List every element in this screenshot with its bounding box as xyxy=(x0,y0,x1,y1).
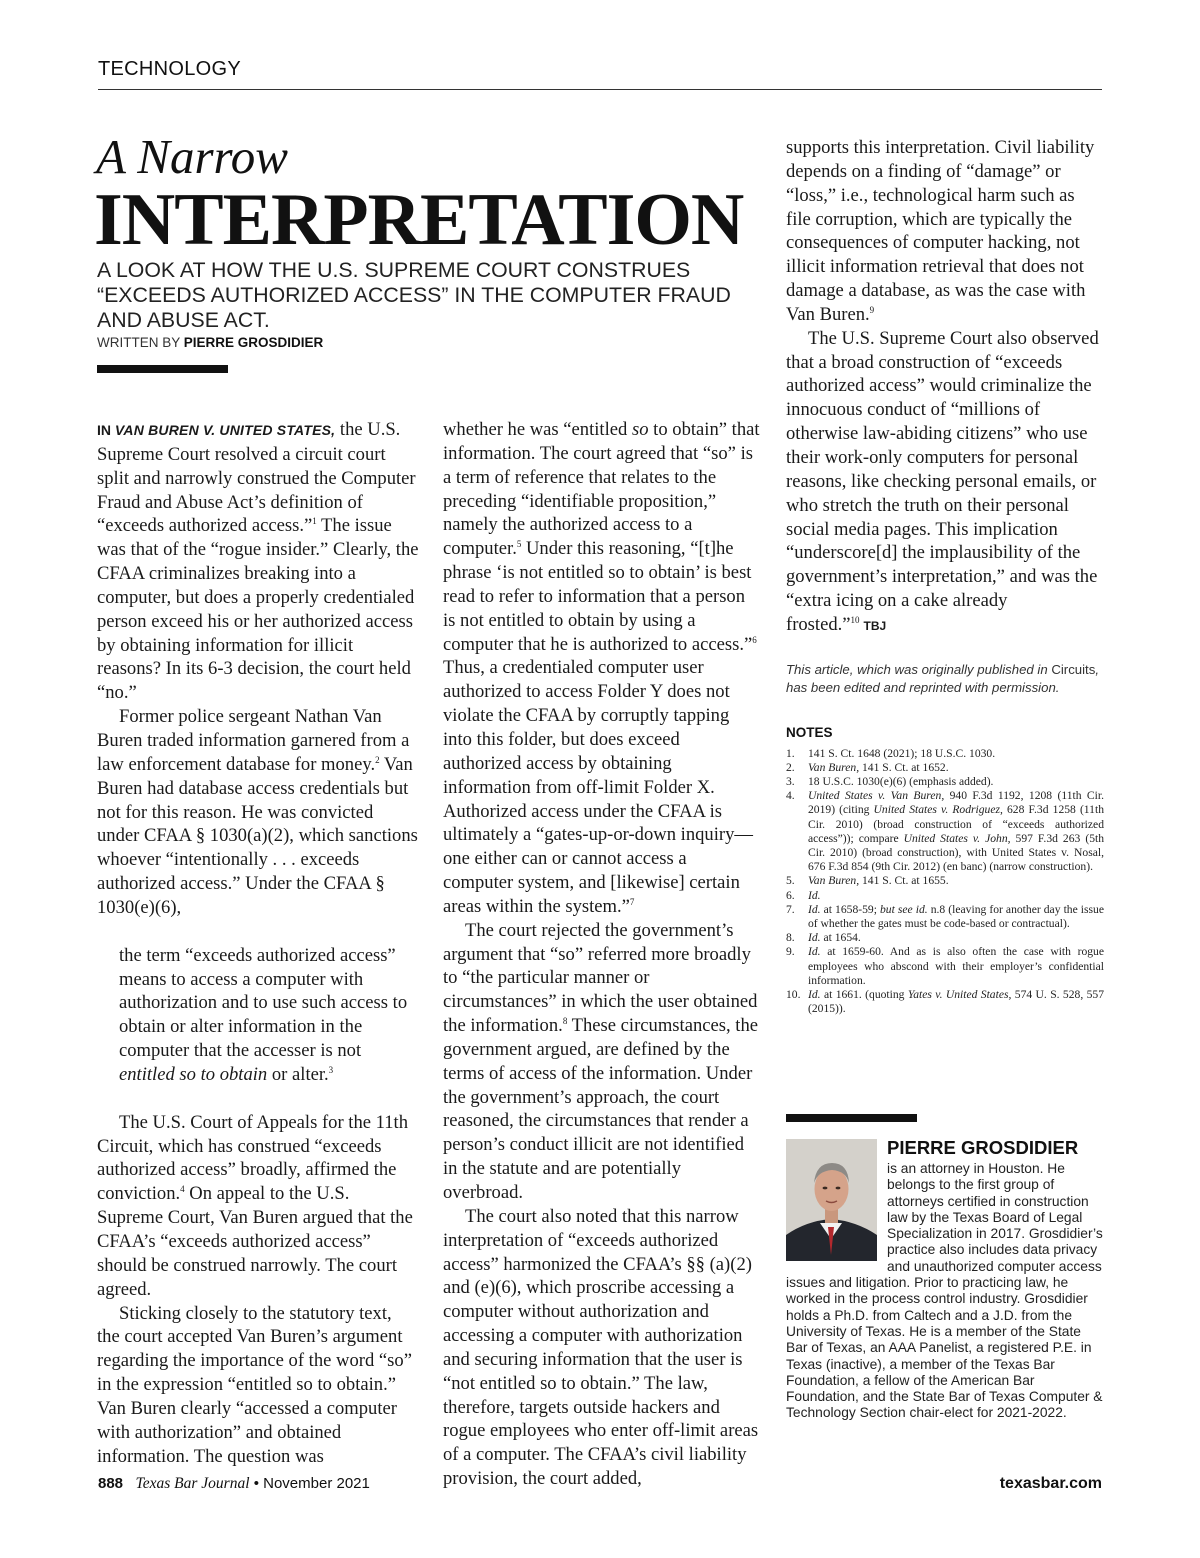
note-citation: Id. xyxy=(808,988,821,1002)
paragraph-text: Van Buren had database access credentials but not for this reason. He was convicted under CFAA § 1030(a)(2), which sanctions whoever “intentionally . . . exceeds authorized access.” Under the CFAA § 1030(e)(6), xyxy=(97,753,418,918)
note-citation: Id. xyxy=(808,945,821,959)
byline-prefix: WRITTEN BY xyxy=(97,335,181,350)
note-item xyxy=(786,988,1104,1016)
paragraph-text: The U.S. Court of Appeals for the 11th Circuit, which has construed “exceeds authorized access” broadly, affirmed the conviction. xyxy=(97,1111,409,1205)
note-text: 940 F.3d 1192, 1208 (11th Cir. 2019) (citing xyxy=(808,789,1104,817)
note-text: 18 U.S.C. 1030(e)(6) (emphasis added). xyxy=(808,774,994,788)
footnote-ref: 3 xyxy=(328,1064,334,1075)
article-paragraph xyxy=(786,327,1104,639)
end-mark: TBJ xyxy=(863,618,887,633)
note-item xyxy=(786,903,1104,931)
note-item xyxy=(786,889,1104,903)
avatar xyxy=(786,1139,877,1261)
note-text: at 1654. xyxy=(820,931,861,945)
note-number: 3. xyxy=(786,774,795,788)
note-citation: Id. xyxy=(808,931,821,945)
reprint-text: This article, which was originally published in xyxy=(786,661,1052,677)
paragraph-text: The U.S. Supreme Court also observed that a broad construction of “exceeds authorized access” would criminalize the innocuous conduct of “millions of otherwise law-abiding citizens” who use their work-only computers for personal reasons, like checking personal emails, or who stretch the truth on their personal social media pages. This implication “underscore[d] the implausibility of the government’s interpretation,” and was the “extra icing on a cake already frosted.” xyxy=(786,327,1099,635)
note-number: 9. xyxy=(786,945,795,959)
note-item xyxy=(786,747,1104,761)
note-text: n.8 (leaving for another day the issue of whether the gates must be code-based or contractual). xyxy=(808,902,1104,930)
note-number: 8. xyxy=(786,931,795,945)
notes-list xyxy=(786,747,1104,1017)
note-text: 628 F.3d 1258 (11th Cir. 2010) (broad construction of “exceeds authorized access”)); compare xyxy=(808,803,1104,845)
paragraph-text: Former police sergeant Nathan Van Buren traded information garnered from a law enforcement database for money. xyxy=(97,706,410,775)
article-column-2 xyxy=(443,418,761,1491)
note-citation: Id. xyxy=(808,888,821,902)
text-emphasis: so xyxy=(631,419,649,440)
footnote-ref: 6 xyxy=(752,634,757,645)
footnote-ref: 4 xyxy=(180,1184,185,1195)
byline-bar xyxy=(97,365,228,373)
page-number: 888 xyxy=(98,1475,124,1492)
footnote-ref: 2 xyxy=(375,754,380,765)
note-citation: United States v. Van Buren, xyxy=(808,789,945,803)
note-item xyxy=(786,775,1104,789)
note-text: at 1661. (quoting xyxy=(820,988,908,1002)
website-link[interactable]: texasbar.com xyxy=(999,1475,1102,1492)
statute-quote xyxy=(119,944,419,1087)
title-kicker: A Narrow xyxy=(96,129,288,184)
paragraph-text: Under this reasoning, “[t]he phrase ‘is not entitled so to obtain’ is best read to refer to information that a person is not entitled to obtain by using a computer that he is authorized to access.” xyxy=(443,538,753,655)
section-label: TECHNOLOGY xyxy=(98,58,242,80)
note-number: 6. xyxy=(786,888,795,902)
lead-case-name: VAN BUREN V. UNITED STATES, xyxy=(114,422,336,438)
reprint-note xyxy=(786,661,1104,697)
paragraph-text: On appeal to the U.S. Supreme Court, Van Buren argued that the CFAA’s “exceeds authorized access” should be construed narrowly. The court agreed. xyxy=(97,1183,413,1300)
article-column-3 xyxy=(786,136,1104,1016)
note-citation: Van Buren, xyxy=(808,760,860,774)
notes-heading: NOTES xyxy=(786,724,833,740)
note-number: 5. xyxy=(786,874,795,888)
paragraph-text: supports this interpretation. Civil liability depends on a finding of “damage” or “loss,” i.e., technological harm such as file corruption, which are typically the consequences of computer hacking, not illicit information retrieval that does not damage a database, as was the case with Van Buren. xyxy=(786,137,1095,325)
article-paragraph xyxy=(786,136,1104,327)
footnote-ref: 10 xyxy=(850,614,860,625)
note-citation: Van Buren, xyxy=(808,874,860,888)
note-citation: United States v. Rodriguez, xyxy=(873,803,1003,817)
reprint-text: , has been edited and reprinted with permission. xyxy=(786,661,1099,695)
note-text: at 1658-59; xyxy=(820,902,880,916)
footer-separator: • xyxy=(253,1475,259,1492)
article-paragraph: Sticking closely to the statutory text, the court accepted Van Buren’s argument regarding the importance of the word “so” in the expression “entitled so to obtain.” Van Buren clearly “accessed a computer with authorization” and obtained information. The question was xyxy=(97,1302,412,1467)
note-text: 574 U. S. 528, 557 (2015)). xyxy=(808,988,1104,1016)
author-bio xyxy=(786,1137,1104,1422)
article-paragraph xyxy=(443,418,761,919)
footnote-ref: 7 xyxy=(629,896,635,907)
magazine-name: Texas Bar Journal xyxy=(135,1475,250,1492)
note-item xyxy=(786,874,1104,888)
lead-in: IN xyxy=(97,422,115,438)
byline xyxy=(97,335,323,350)
issue-date: November 2021 xyxy=(263,1475,370,1492)
note-item xyxy=(786,761,1104,775)
article-paragraph xyxy=(97,705,419,920)
note-text: 141 S. Ct. at 1655. xyxy=(859,874,949,888)
note-number: 10. xyxy=(786,988,801,1002)
subtitle: A LOOK AT HOW THE U.S. SUPREME COURT CONSTRUES “EXCEEDS AUTHORIZED ACCESS” IN THE COMPUTER FRAUD AND ABUSE ACT. xyxy=(97,258,731,332)
paragraph-text: The court rejected the government’s argument that “so” referred more broadly to “the particular manner or circumstances” in which the user obtained the information. xyxy=(443,919,758,1037)
note-text: at 1659-60. And as is also often the case with rogue employees who abscond with their employer’s confidential information. xyxy=(808,945,1104,987)
paragraph-text: Thus, a credentialed computer user authorized to access Folder Y does not violate the CFAA by corruptly tapping into this folder, but does exceed authorized access by obtaining information from off-limit Folder X. Authorized access under the CFAA is ultimately a “gates-up-or-down inquiry—one either can or cannot access a computer system, and [likewise] certain areas within the system.” xyxy=(443,657,753,917)
note-number: 2. xyxy=(786,760,795,774)
footnote-ref: 5 xyxy=(516,539,522,550)
bio-name: PIERRE GROSDIDIER xyxy=(887,1137,1079,1158)
article-column-1 xyxy=(97,418,419,1468)
note-number: 7. xyxy=(786,902,795,916)
byline-author: PIERRE GROSDIDIER xyxy=(183,335,324,350)
note-number: 1. xyxy=(786,746,795,760)
article-paragraph xyxy=(97,1111,419,1302)
note-text: 141 S. Ct. at 1652. xyxy=(859,760,949,774)
paragraph-text: to obtain” that information. The court agreed that “so” is a term of reference that relates to the preceding “identifiable proposition,” namely the authorized access to a computer. xyxy=(443,419,760,560)
author-photo-icon xyxy=(786,1139,877,1261)
footnote-ref: 8 xyxy=(562,1015,568,1026)
paragraph-text: the U.S. Supreme Court resolved a circuit court split and narrowly construed the Computer Fraud and Abuse Act’s definition of “exceeds authorized access.” xyxy=(97,419,416,537)
bio-text: is an attorney in Houston. He belongs to the first group of attorneys certified in construction law by the Texas Board of Legal Specialization in 2017. Grosdidier’s practice also includes data privacy and unauthorized computer access issues and litigation. Prior to practicing law, he worked in the process control industry. Grosdidier holds a Ph.D. from Caltech and a J.D. from the University of Texas. He is a member of the State Bar of Texas, an AAA Panelist, a registered P.E. in Texas (inactive), a member of the Texas Bar Foundation, a fellow of the American Bar Foundation, and the State Bar of Texas Computer & Technology Section chair-elect for 2021-2022. xyxy=(786,1161,1103,1421)
page-footer xyxy=(98,1475,1102,1493)
footnote-ref: 1 xyxy=(312,516,317,527)
quote-text: or alter. xyxy=(267,1063,329,1085)
note-item xyxy=(786,945,1104,988)
note-item xyxy=(786,789,1104,874)
footnote-ref: 9 xyxy=(869,304,875,315)
note-citation: Id. xyxy=(808,902,821,916)
note-number: 4. xyxy=(786,789,795,803)
note-text: 597 F.3d 263 (5th Cir. 2010) (broad construction), with United States v. Nosal, 676 F.3d 854 (9th Cir. 2012) (en banc) (narrow construction). xyxy=(808,831,1105,874)
bio-bar xyxy=(786,1114,917,1122)
article-paragraph xyxy=(97,418,419,705)
article-paragraph xyxy=(443,919,761,1205)
header-rule xyxy=(98,89,1102,90)
paragraph-text: These circumstances, the government argued, are defined by the terms of access of the information. Under the government’s approach, the court reasoned, the circumstances that render a person’s conduct illicit are not identified in the statute and are potentially overbroad. xyxy=(443,1015,758,1203)
reprint-publication: Circuits xyxy=(1051,661,1096,677)
note-citation: United States v. John, xyxy=(903,831,1011,845)
page-title: INTERPRETATION xyxy=(94,179,744,261)
note-item xyxy=(786,931,1104,945)
note-text: 141 S. Ct. 1648 (2021); 18 U.S.C. 1030. xyxy=(808,746,996,760)
article-paragraph: The court also noted that this narrow interpretation of “exceeds authorized access” harmonized the CFAA’s §§ (a)(2) and (e)(6), which proscribe accessing a computer without authorization and accessing a computer with authorization and securing information that the user is “not entitled so to obtain.” The law, therefore, targets outside hackers and rogue employees who enter off-limit areas of a computer. The CFAA’s civil liability provision, the court added, xyxy=(443,1205,759,1490)
quote-text: the term “exceeds authorized access” means to access a computer with authorization and to use such access to obtain or alter information in the computer that the accesser is not xyxy=(119,944,408,1062)
quote-emphasis: entitled so to obtain xyxy=(119,1063,268,1085)
paragraph-text: The issue was that of the “rogue insider.” Clearly, the CFAA criminalizes breaking into a computer, but does a properly credentialed person exceed his or her authorized access by obtaining information for illicit reasons? In its 6-3 decision, the court held “no.” xyxy=(97,515,419,704)
note-citation: but see id. xyxy=(880,902,928,916)
paragraph-text: whether he was “entitled xyxy=(443,419,632,440)
note-citation: Yates v. United States, xyxy=(907,988,1012,1002)
